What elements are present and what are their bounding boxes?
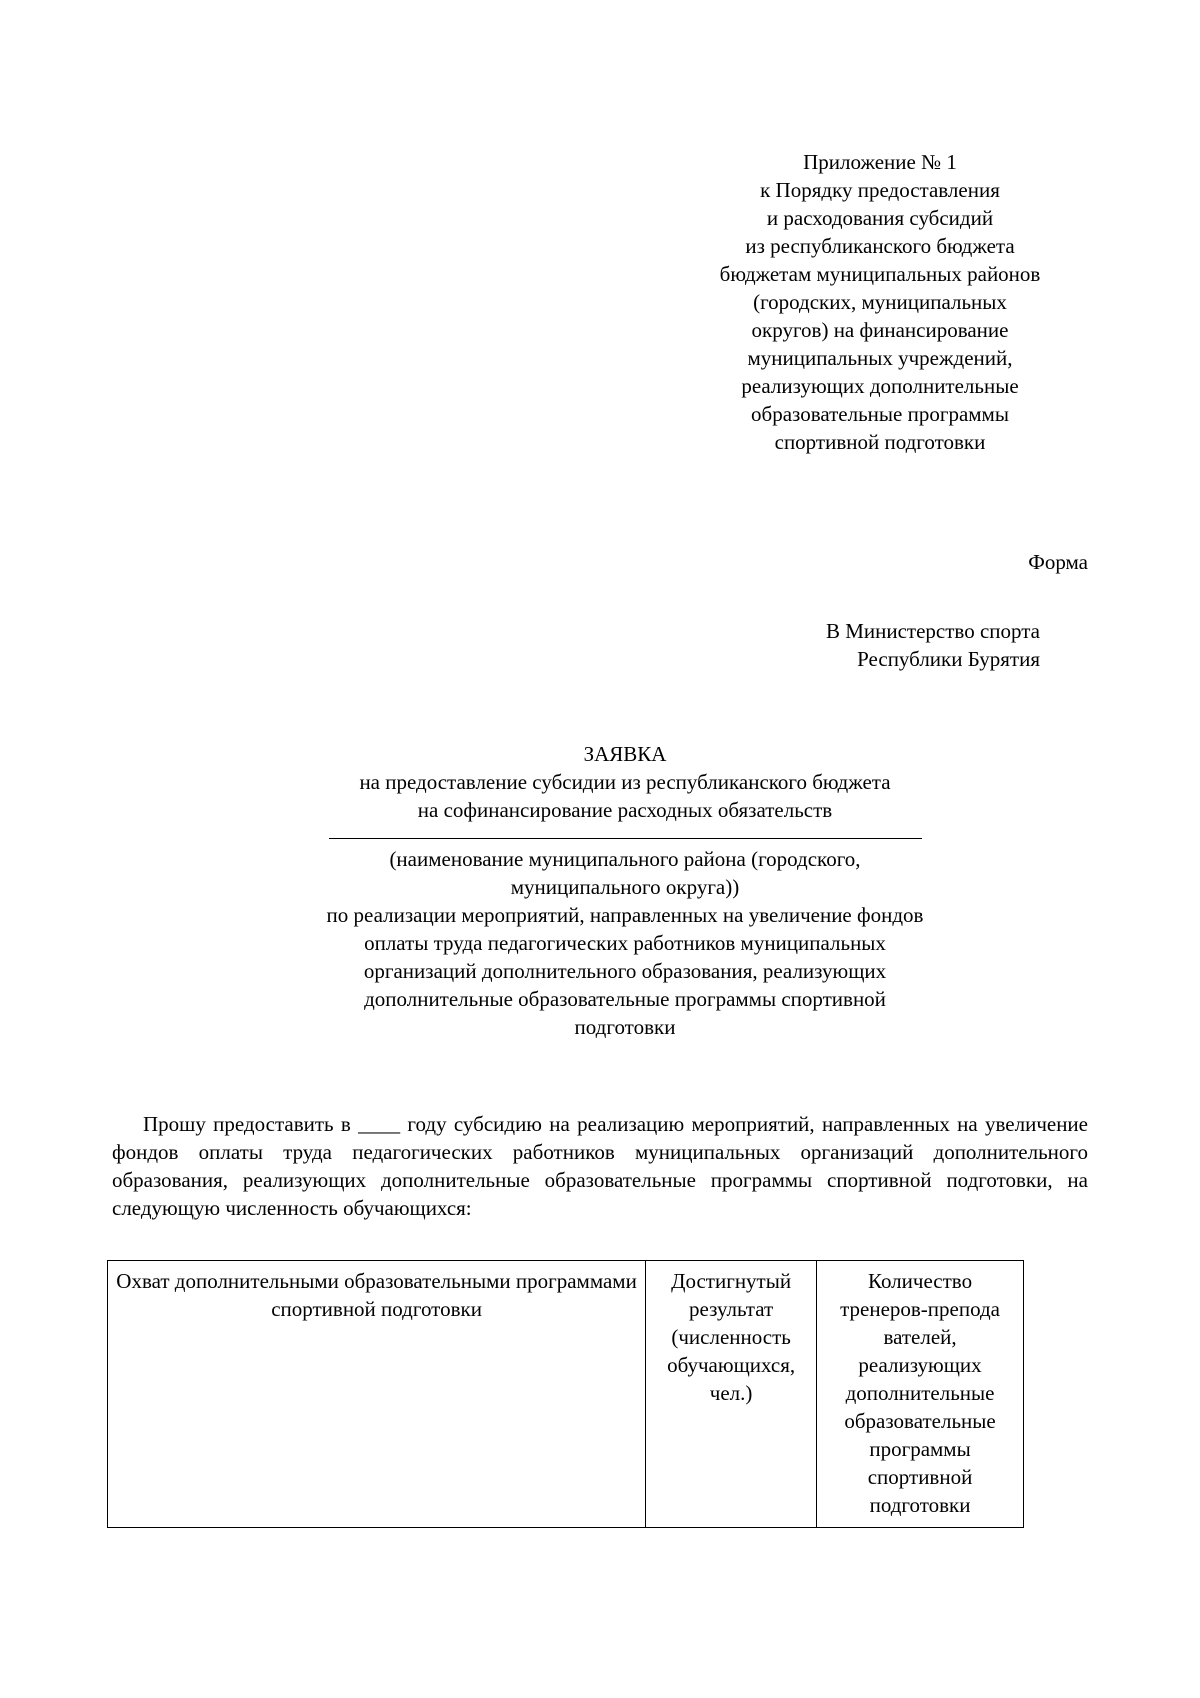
appendix-line: Приложение № 1 [803, 150, 957, 174]
appendix-line: спортивной подготовки [774, 430, 986, 454]
appendix-line: к Порядку предоставления [760, 178, 1000, 202]
appendix-line: муниципальных учреждений, [747, 346, 1013, 370]
application-purpose-line: подготовки [574, 1015, 676, 1039]
header-trainers-count: Количество тренеров-препода вателей, реализующих дополнительные образовательные программы спортивной подготовки [817, 1261, 1024, 1528]
addressee [740, 617, 1040, 673]
application-title: ЗАЯВКА [583, 742, 667, 766]
application-purpose-line: по реализации мероприятий, направленных на увеличение фондов [326, 903, 924, 927]
municipality-name-blank [329, 838, 922, 839]
appendix-line: и расходования субсидий [766, 206, 994, 230]
addressee-line-1: В Министерство спорта [825, 619, 1040, 643]
appendix-line: бюджетам муниципальных районов [719, 262, 1041, 286]
application-heading [200, 740, 1050, 1041]
appendix-line: реализующих дополнительные [741, 374, 1019, 398]
coverage-table [107, 1260, 1024, 1528]
application-purpose-line: оплаты труда педагогических работников муниципальных [364, 931, 886, 955]
application-purpose-line: дополнительные образовательные программы спортивной [364, 987, 886, 1011]
appendix-line: (городских, муниципальных [753, 290, 1007, 314]
table-header-row [108, 1261, 1024, 1528]
municipality-name-hint: муниципального округа)) [510, 875, 740, 899]
appendix-line: образовательные программы [751, 402, 1009, 426]
appendix-line: из республиканского бюджета [745, 234, 1015, 258]
form-label: Форма [1028, 550, 1088, 574]
addressee-line-2: Республики Бурятия [857, 647, 1040, 671]
application-subtitle-line: на софинансирование расходных обязательств [417, 798, 833, 822]
appendix-line: округов) на финансирование [751, 318, 1009, 342]
application-subtitle-line: на предоставление субсидии из республиканского бюджета [359, 770, 891, 794]
request-paragraph: Прошу предоставить в ____ году субсидию на реализацию мероприятий, направленных на увеличение фондов оплаты труда педагогических работников муниципальных организаций дополнительного образования, реализующих дополнительные образовательные программы спортивной подготовки, на следующую численность обучающихся: [112, 1112, 1088, 1220]
appendix-header [680, 148, 1080, 456]
header-coverage: Охват дополнительными образовательными программами спортивной подготовки [108, 1261, 646, 1528]
header-achieved-result: Достигнутый результат (численность обучающихся, чел.) [646, 1261, 817, 1528]
municipality-name-hint: (наименование муниципального района (городского, [389, 847, 861, 871]
application-purpose-line: организаций дополнительного образования, реализующих [363, 959, 887, 983]
